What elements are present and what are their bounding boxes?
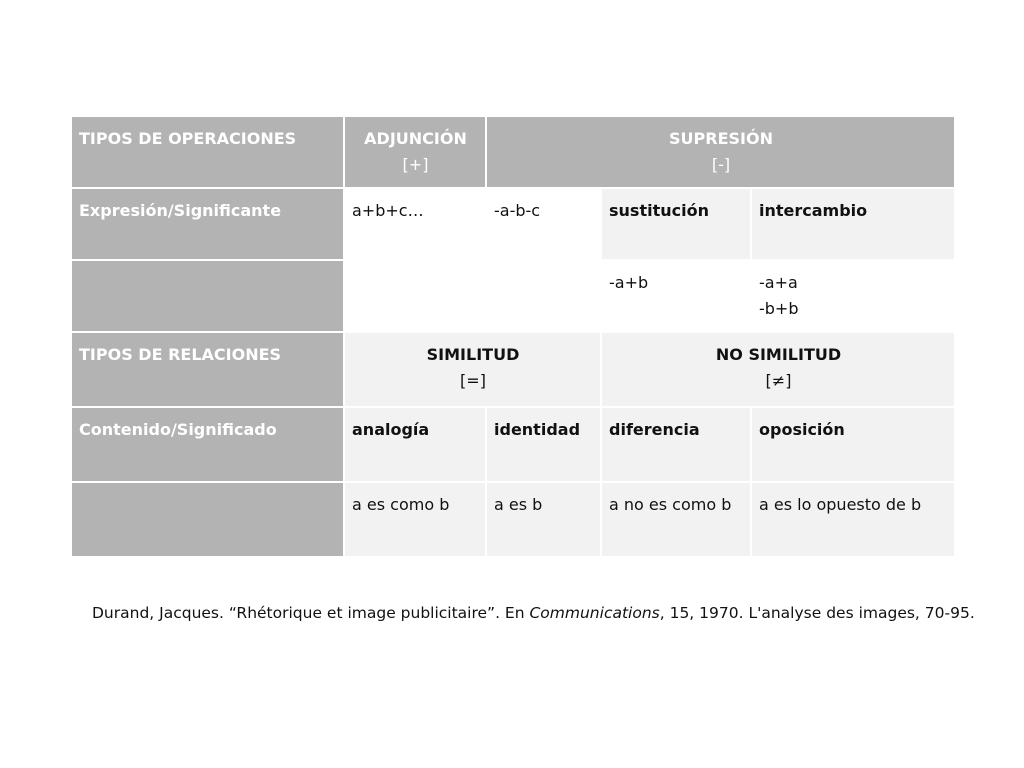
cell-identidad-value: a es b [486, 482, 601, 557]
row-label-empty-2 [71, 482, 344, 557]
header-tipos-operaciones: TIPOS DE OPERACIONES [71, 116, 344, 188]
adjuncion-symbol: [+] [402, 155, 429, 174]
operations-relations-table [70, 115, 956, 558]
row-label-expresion: Expresión/Significante [71, 188, 344, 260]
table-row-expresion [71, 188, 955, 260]
header-no-similitud [601, 332, 955, 407]
citation [92, 604, 1002, 622]
cell-sustitucion-value: -a+b [601, 260, 751, 332]
cell-analogia-value: a es como b [344, 482, 486, 557]
cell-adjuncion-value: a+b+c… [344, 188, 486, 332]
row-label-empty-1 [71, 260, 344, 332]
table-row-operaciones-header [71, 116, 955, 188]
header-adjuncion [344, 116, 486, 188]
cell-sustitucion: sustitución [601, 188, 751, 260]
similitud-symbol: [=] [460, 371, 486, 390]
no-similitud-label: NO SIMILITUD [715, 345, 842, 364]
similitud-label: SIMILITUD [426, 345, 520, 364]
cell-identidad: identidad [486, 407, 601, 482]
citation-before: Durand, Jacques. “Rhétorique et image publicitaire”. En [92, 604, 530, 622]
header-tipos-relaciones: TIPOS DE RELACIONES [71, 332, 344, 407]
header-supresion [486, 116, 955, 188]
cell-diferencia-value: a no es como b [601, 482, 751, 557]
cell-diferencia: diferencia [601, 407, 751, 482]
intercambio-line-1: -a+a [759, 273, 798, 292]
no-similitud-symbol: [≠] [765, 371, 792, 390]
citation-journal: Communications [529, 604, 660, 622]
cell-intercambio: intercambio [751, 188, 955, 260]
cell-oposicion: oposición [751, 407, 955, 482]
table-row-relaciones-header [71, 332, 955, 407]
row-label-contenido: Contenido/Significado [71, 407, 344, 482]
table-row-contenido [71, 407, 955, 482]
adjuncion-label: ADJUNCIÓN [364, 129, 467, 148]
intercambio-line-2: -b+b [759, 299, 799, 318]
supresion-symbol: [-] [711, 155, 731, 174]
cell-supresion-value: -a-b-c [486, 188, 601, 332]
cell-oposicion-value: a es lo opuesto de b [751, 482, 955, 557]
header-similitud [344, 332, 601, 407]
citation-after: , 15, 1970. L'analyse des images, 70-95. [659, 604, 975, 622]
supresion-label: SUPRESIÓN [669, 129, 773, 148]
cell-analogia: analogía [344, 407, 486, 482]
table-row-contenido-values [71, 482, 955, 557]
cell-intercambio-value [751, 260, 955, 332]
